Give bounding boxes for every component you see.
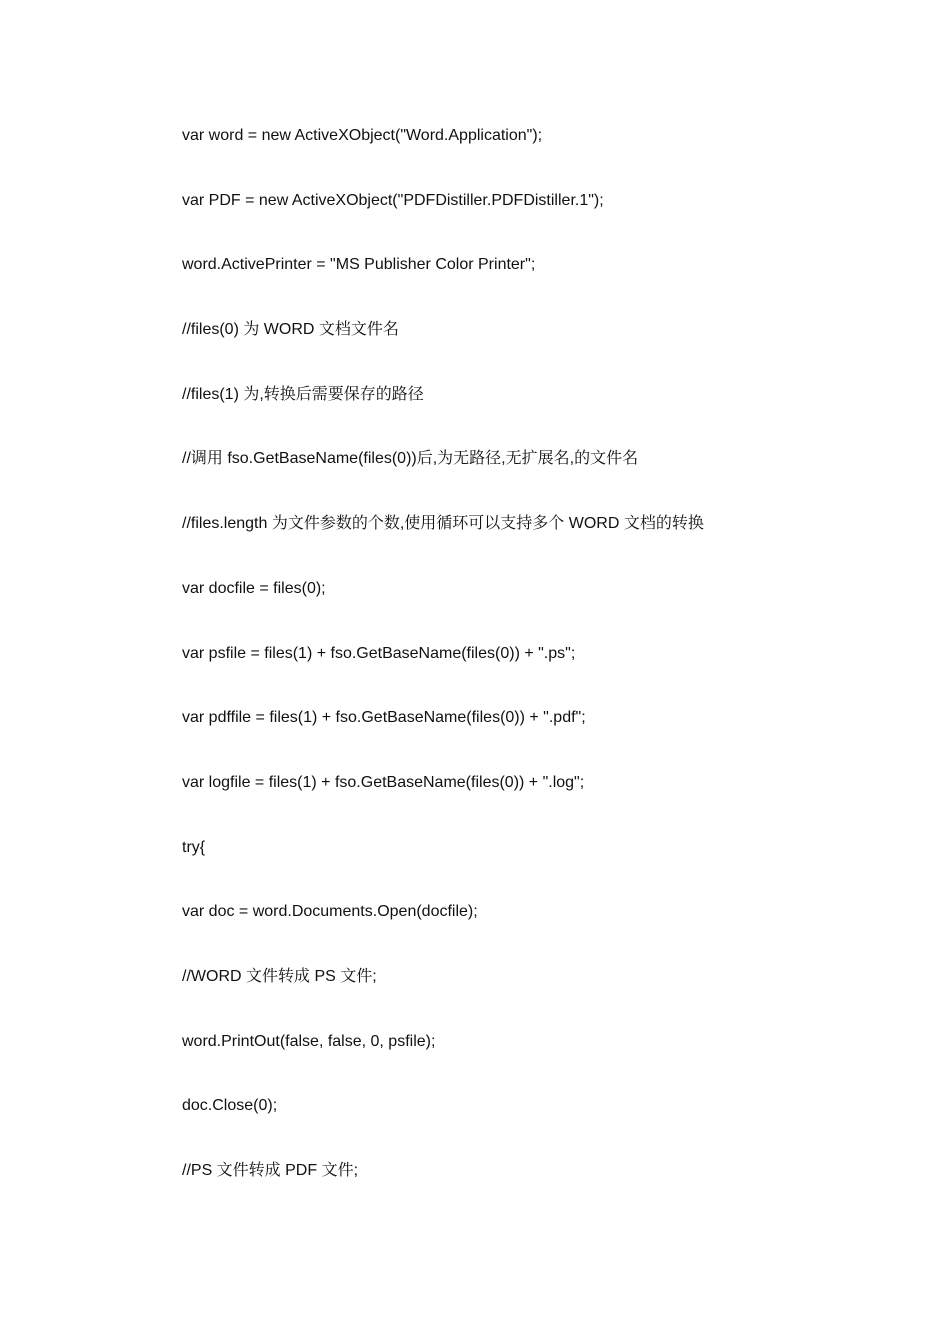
code-line: var psfile = files(1) + fso.GetBaseName(files(0)) + ".ps";	[182, 644, 576, 662]
code-line: word.ActivePrinter = "MS Publisher Color Printer";	[182, 256, 536, 274]
code-line: var pdffile = files(1) + fso.GetBaseName(files(0)) + ".pdf";	[182, 709, 586, 727]
code-line: var docfile = files(0);	[182, 579, 326, 597]
comment-line: //PS 文件转成 PDF 文件;	[182, 1162, 359, 1179]
comment-line: //files(1) 为,转换后需要保存的路径	[182, 385, 424, 403]
code-line: var word = new ActiveXObject("Word.Application");	[182, 127, 543, 144]
code-lines	[182, 124, 882, 1224]
comment-line: //WORD 文件转成 PS 文件;	[182, 967, 377, 985]
comment-line: //files.length 为文件参数的个数,使用循环可以支持多个 WORD 文档的转换	[182, 515, 704, 533]
code-line: var doc = word.Documents.Open(docfile);	[182, 903, 478, 921]
code-line: doc.Close(0);	[182, 1097, 278, 1115]
code-line: try{	[182, 838, 206, 856]
code-line: word.PrintOut(false, false, 0, psfile);	[182, 1032, 436, 1050]
code-line: var PDF = new ActiveXObject("PDFDistiller.PDFDistiller.1");	[182, 191, 604, 209]
comment-line: //调用 fso.GetBaseName(files(0))后,为无路径,无扩展名,的文件名	[182, 450, 639, 468]
comment-line: //files(0) 为 WORD 文档文件名	[182, 321, 399, 339]
code-line: var logfile = files(1) + fso.GetBaseName(files(0)) + ".log";	[182, 773, 585, 791]
